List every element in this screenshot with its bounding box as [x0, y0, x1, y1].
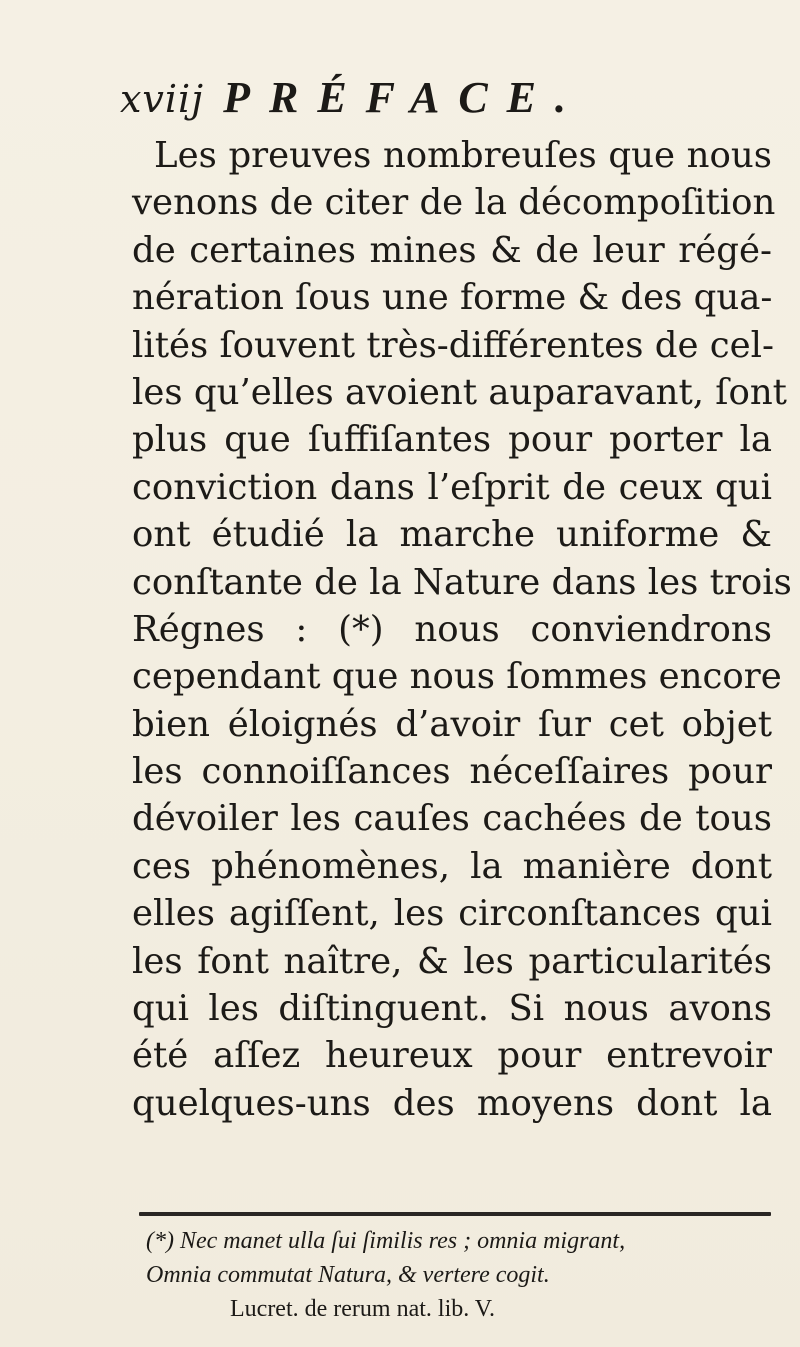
footnote-rule: [139, 1212, 771, 1216]
text-line: conſtante de la Nature dans les trois: [132, 561, 792, 603]
text-line: conviction dans l’eſprit de ceux qui: [132, 466, 772, 508]
text-line: les connoiſſances néceſſaires pour: [132, 751, 772, 793]
footnote: [146, 1224, 786, 1326]
text-line: lités ſouvent très-différentes de cel-: [132, 324, 774, 366]
text-line: elles agiſſent, les circonſtances qui: [132, 893, 772, 935]
text-line: ces phénomènes, la manière dont: [132, 845, 772, 887]
text-line: dévoiler les cauſes cachées de tous: [132, 798, 772, 840]
text-line: ont étudié la marche uniforme &: [132, 514, 772, 556]
text-line: quelques-uns des moyens dont la: [132, 1082, 772, 1124]
running-title: PRÉFACE.: [223, 73, 586, 122]
text-line: de certaines mines & de leur régé-: [132, 229, 772, 271]
text-line: nération ſous une forme & des qua-: [132, 277, 773, 319]
footnote-line: (*) Nec manet ulla ſui ſimilis res ; omnia migrant,: [146, 1228, 626, 1254]
text-line: cependant que nous ſommes encore: [132, 656, 782, 698]
text-line: été aſſez heureux pour entrevoir: [132, 1035, 772, 1077]
page-header: [120, 72, 585, 132]
footnote-citation: Lucret. de rerum nat. lib. V.: [230, 1296, 496, 1322]
text-line: Régnes : (*) nous conviendrons: [132, 608, 772, 650]
text-line: les font naître, & les particularités: [132, 940, 772, 982]
page-number: xviij: [120, 77, 204, 121]
body-paragraph: [132, 132, 792, 1127]
text-line: venons de citer de la décompoſition: [132, 182, 776, 224]
text-line: qui les diſtinguent. Si nous avons: [132, 988, 772, 1030]
text-line: les qu’elles avoient auparavant, ſont: [132, 371, 787, 413]
footnote-line: Omnia commutat Natura, & vertere cogit.: [146, 1262, 550, 1288]
text-line: bien éloignés d’avoir ſur cet objet: [132, 703, 772, 745]
text-line: plus que ſuffiſantes pour porter la: [132, 419, 772, 461]
text-line: Les preuves nombreuſes que nous: [154, 135, 772, 176]
